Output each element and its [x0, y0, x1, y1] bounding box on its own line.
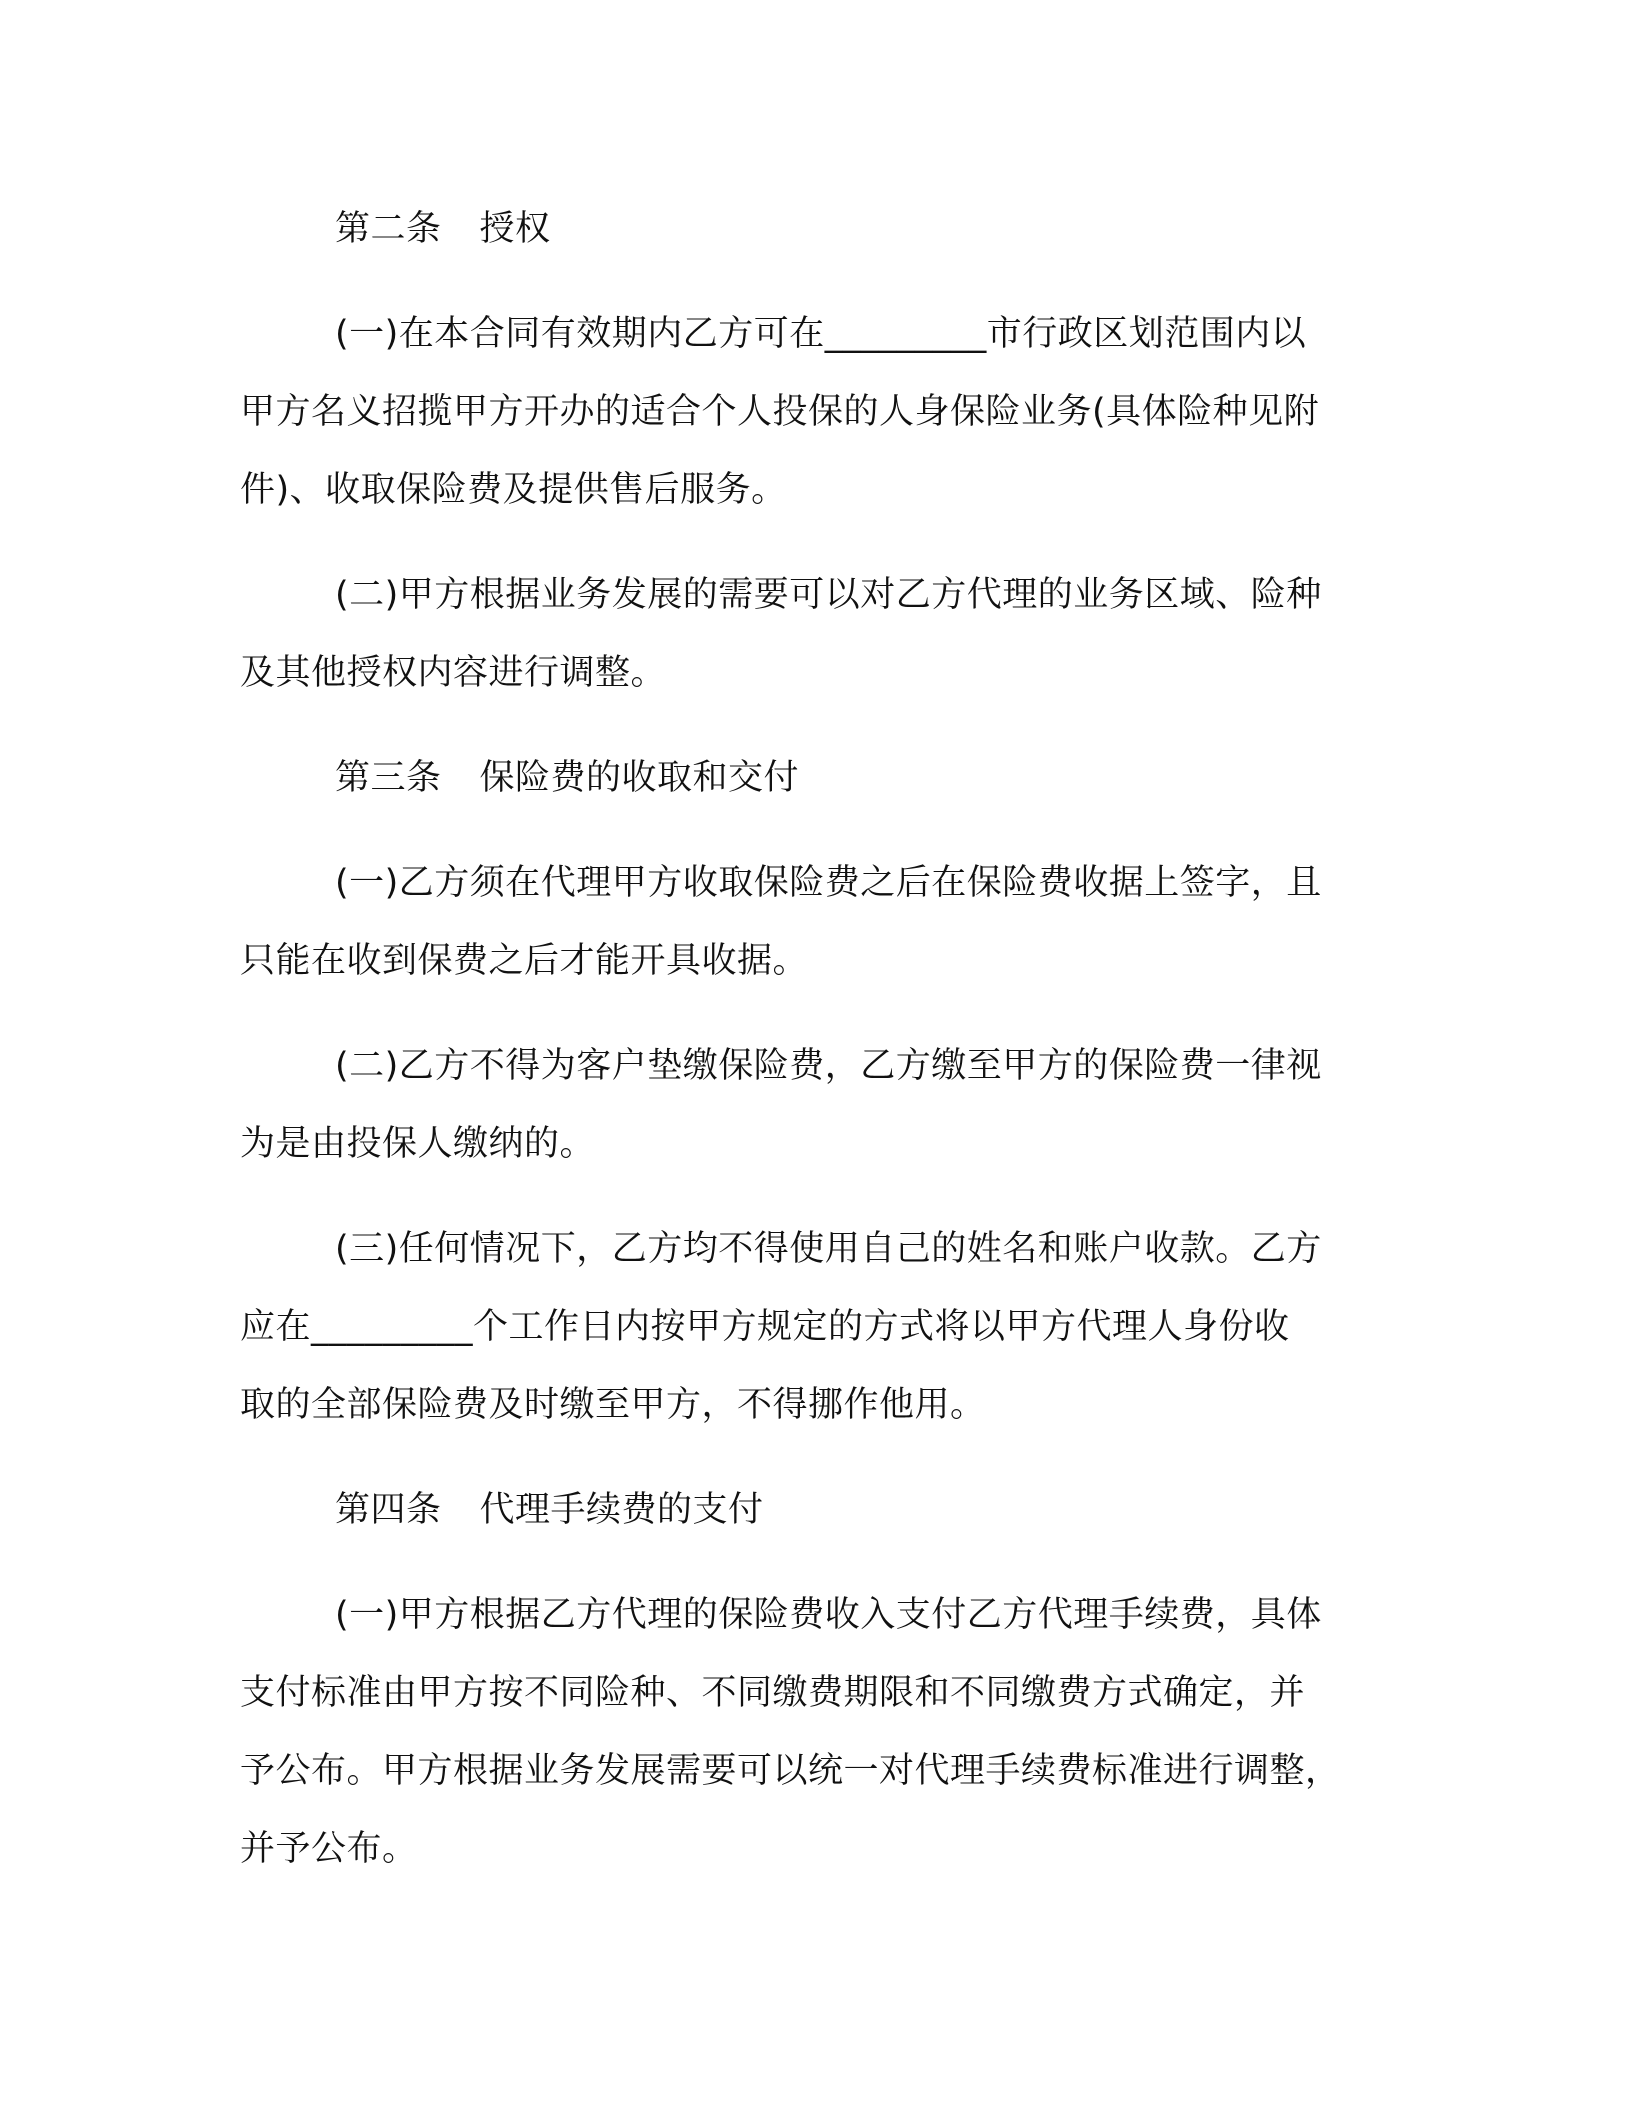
article-3-p2-line-2: 为是由投保人缴纳的。	[240, 1124, 596, 1164]
article-4-p1-line-2: 支付标准由甲方按不同险种、不同缴费期限和不同缴费方式确定，并	[240, 1673, 1306, 1713]
article-3-p3-line-3: 取的全部保险费及时缴至甲方，不得挪作他用。	[240, 1385, 986, 1425]
article-2-p2-line-2: 及其他授权内容进行调整。	[240, 653, 667, 693]
article-2-p2-line-1: (二)甲方根据业务发展的需要可以对乙方代理的业务区域、险种	[335, 575, 1322, 615]
article-2-p1-line-2: 甲方名义招揽甲方开办的适合个人投保的人身保险业务(具体险种见附	[240, 392, 1320, 432]
article-2-p1-line-1: (一)在本合同有效期内乙方可在_________市行政区划范围内以	[335, 314, 1307, 354]
article-3-title: 保险费的收取和交付	[479, 758, 800, 798]
article-3-p3-line-1: (三)任何情况下，乙方均不得使用自己的姓名和账户收款。乙方	[335, 1229, 1322, 1269]
article-4-title: 代理手续费的支付	[479, 1490, 764, 1530]
article-3-p3-line-2: 应在_________个工作日内按甲方规定的方式将以甲方代理人身份收	[240, 1307, 1290, 1347]
document-body	[240, 190, 1370, 1888]
article-3-p1-line-2: 只能在收到保费之后才能开具收据。	[240, 941, 809, 981]
article-2-p1-line-3: 件)、收取保险费及提供售后服务。	[240, 470, 787, 510]
article-3-number: 第三条	[335, 758, 442, 798]
article-4-heading	[240, 1471, 1370, 1549]
article-2-number: 第二条	[335, 209, 442, 249]
article-2-heading	[240, 190, 1370, 268]
article-3-p2-line-1: (二)乙方不得为客户垫缴保险费，乙方缴至甲方的保险费一律视	[335, 1046, 1322, 1086]
article-4-p1-line-3: 予公布。甲方根据业务发展需要可以统一对代理手续费标准进行调整，	[240, 1751, 1341, 1791]
article-4-number: 第四条	[335, 1490, 442, 1530]
article-4-p1-line-1: (一)甲方根据乙方代理的保险费收入支付乙方代理手续费，具体	[335, 1595, 1322, 1635]
article-2-title: 授权	[479, 209, 551, 249]
article-3-heading	[240, 739, 1370, 817]
article-3-p1-line-1: (一)乙方须在代理甲方收取保险费之后在保险费收据上签字，且	[335, 863, 1322, 903]
article-4-p1-line-4: 并予公布。	[240, 1829, 418, 1869]
